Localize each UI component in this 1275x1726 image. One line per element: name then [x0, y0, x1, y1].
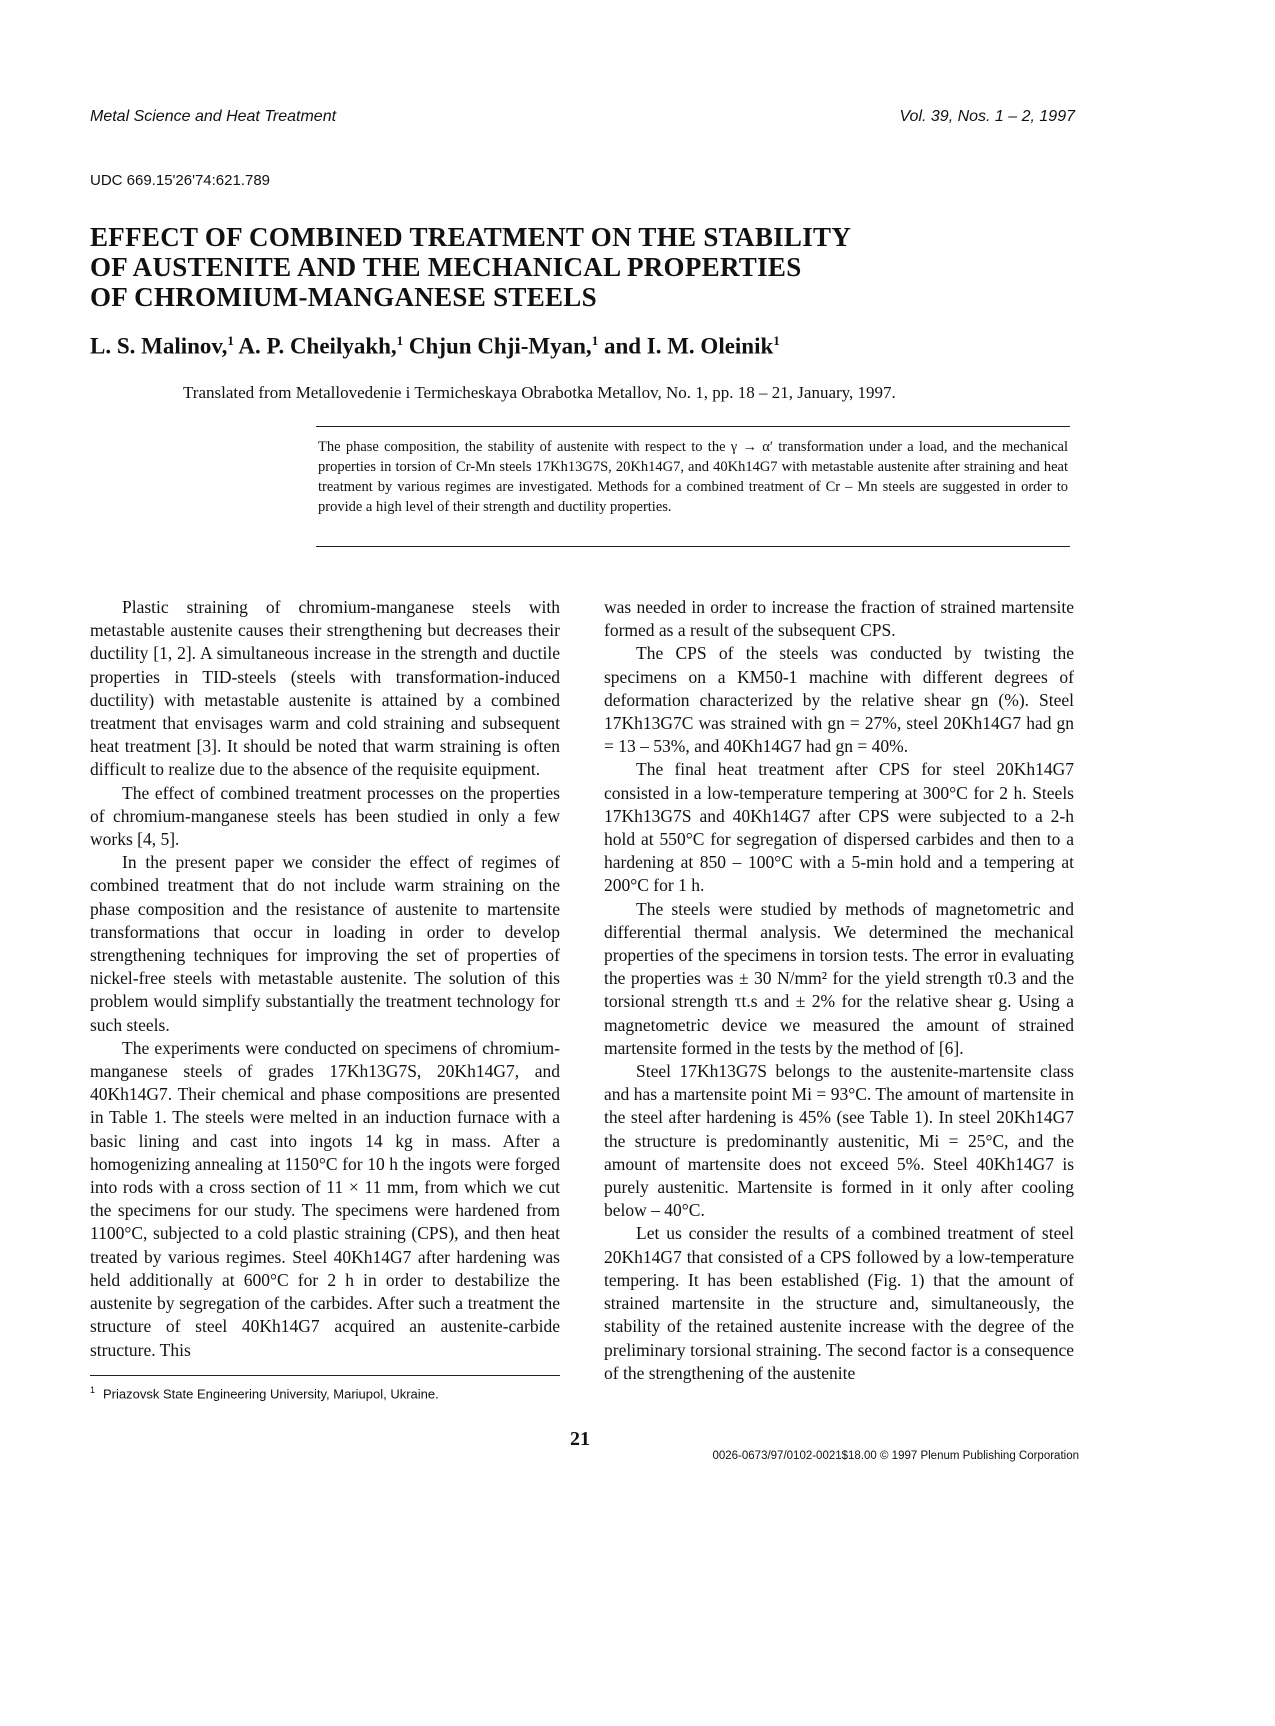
journal-volume: Vol. 39, Nos. 1 – 2, 1997	[899, 108, 1075, 125]
paragraph: The effect of combined treatment processes on the properties of chromium-manganese steels has been studied in only a few works [4, 5].	[90, 782, 560, 850]
abstract-top-rule	[316, 426, 1070, 427]
author: and I. M. Oleinik	[603, 333, 774, 359]
paragraph: The steels were studied by methods of magnetometric and differential thermal analysis. We determined the mechanical properties of the specimens in torsion tests. The error in evaluating the properties was ± 30 N/mm² for the yield strength τ0.3 and the torsional strength τt.s and ± 2% for the relative shear g. Using a magnetometric device we measured the amount of strained martensite formed in the tests by the method of [6].	[604, 898, 1074, 1058]
paragraph: The experiments were conducted on specimens of chromium-manganese steels of grades 17Kh13G7S, 20Kh14G7, and 40Kh14G7. Their chemical and phase compositions are presented in Table 1. The steels were melted in an induction furnace with a basic lining and cast into ingots 14 kg in mass. After a homogenizing annealing at 1150°C for 10 h the ingots were forged into rods with a cross section of 11 × 11 mm, from which we cut the specimens for our study. The specimens were hardened from 1100°C, subjected to a cold plastic straining (CPS), and then heat treated by various regimes. Steel 40Kh14G7 after hardening was held additionally at 600°C for 2 h in order to destabilize the austenite by segregation of the carbides. After such a treatment the structure of steel 40Kh14G7 acquired an austenite-carbide structure. This	[90, 1037, 560, 1360]
title-line: OF AUSTENITE AND THE MECHANICAL PROPERTIES	[90, 252, 802, 282]
affiliation-mark: 1	[227, 333, 234, 348]
author: A. P. Cheilyakh,	[238, 333, 397, 359]
page-number: 21	[570, 1428, 590, 1450]
footnote	[90, 1385, 439, 1401]
title-line: EFFECT OF COMBINED TREATMENT ON THE STABILITY	[90, 222, 852, 252]
copyright-line: 0026-0673/97/0102-0021$18.00 © 1997 Plenum Publishing Corporation	[712, 1450, 1079, 1462]
abstract-bottom-rule	[316, 546, 1070, 547]
paragraph: was needed in order to increase the fraction of strained martensite formed as a result of the subsequent CPS.	[604, 597, 1074, 641]
footnote-text: Priazovsk State Engineering University, Mariupol, Ukraine.	[103, 1386, 439, 1402]
translation-note: Translated from Metallovedenie i Termicheskaya Obrabotka Metallov, No. 1, pp. 18 – 21, January, 1997.	[183, 383, 896, 402]
paragraph: Let us consider the results of a combined treatment of steel 20Kh14G7 that consisted of a CPS followed by a low-temperature tempering. It has been established (Fig. 1) that the amount of strained martensite in the structure and, simultaneously, the stability of the retained austenite increase with the degree of the preliminary torsional straining. The second factor is a consequence of the strengthening of the austenite	[604, 1223, 1074, 1383]
journal-name: Metal Science and Heat Treatment	[90, 108, 337, 125]
body-column-right	[604, 596, 1074, 1385]
paragraph: In the present paper we consider the effect of regimes of combined treatment that do not include warm straining on the phase composition and the resistance of austenite to martensite transformations that occur in loading in order to develop strengthening techniques for improving the set of properties of nickel-free steels with metastable austenite. The solution of this problem would simplify substantially the treatment technology for such steels.	[90, 852, 560, 1035]
paragraph: The CPS of the steels was conducted by twisting the specimens on a KM50-1 machine with different degrees of deformation characterized by the relative shear gn (%). Steel 17Kh13G7C was strained with gn = 27%, steel 20Kh14G7 had gn = 13 – 53%, and 40Kh14G7 had gn = 40%.	[604, 643, 1074, 757]
paragraph: Plastic straining of chromium-manganese steels with metastable austenite causes their strengthening but decreases their ductility [1, 2]. A simultaneous increase in the strength and ductile properties in TID-steels (steels with transformation-induced ductility) with metastable austenite is attained by a combined treatment that envisages warm and cold straining and subsequent heat treatment [3]. It should be noted that warm straining is often difficult to realize due to the absence of the requisite equipment.	[90, 597, 560, 780]
article-title	[90, 222, 851, 312]
footnote-mark: 1	[90, 1385, 96, 1395]
affiliation-mark: 1	[773, 333, 780, 348]
paragraph: The final heat treatment after CPS for steel 20Kh14G7 consisted in a low-temperature tempering at 300°C for 2 h. Steels 17Kh13G7S and 40Kh14G7 after CPS were subjected to a 2-h hold at 550°C for segregation of dispersed carbides and then to a hardening at 850 – 100°C with a 5-min hold and a tempering at 200°C for 1 h.	[604, 759, 1074, 896]
paragraph: Steel 17Kh13G7S belongs to the austenite-martensite class and has a martensite point Mi = 93°C. The amount of martensite in the steel after hardening is 45% (see Table 1). In steel 20Kh14G7 the structure is predominantly austenitic, Mi = 25°C, and the amount of martensite does not exceed 5%. Steel 40Kh14G7 is purely austenitic. Martensite is formed in it only after cooling below – 40°C.	[604, 1061, 1074, 1221]
author-list	[90, 333, 780, 360]
body-column-left	[90, 596, 560, 1362]
author: L. S. Malinov,	[90, 333, 228, 359]
abstract: The phase composition, the stability of austenite with respect to the γ → α′ transformation under a load, and the mechanical properties in torsion of Cr-Mn steels 17Kh13G7S, 20Kh14G7, and 40Kh14G7 with metastable austenite after straining and heat treatment by various regimes are investigated. Methods for a combined treatment of Cr – Mn steels are suggested in order to provide a high level of their strength and ductility properties.	[318, 439, 1068, 515]
author: Chjun Chji-Myan,	[408, 333, 592, 359]
affiliation-mark: 1	[396, 333, 404, 348]
affiliation-mark: 1	[591, 333, 599, 348]
footnote-rule	[90, 1375, 560, 1376]
title-line: OF CHROMIUM-MANGANESE STEELS	[90, 282, 597, 312]
udc-code: UDC 669.15'26'74:621.789	[90, 172, 271, 189]
